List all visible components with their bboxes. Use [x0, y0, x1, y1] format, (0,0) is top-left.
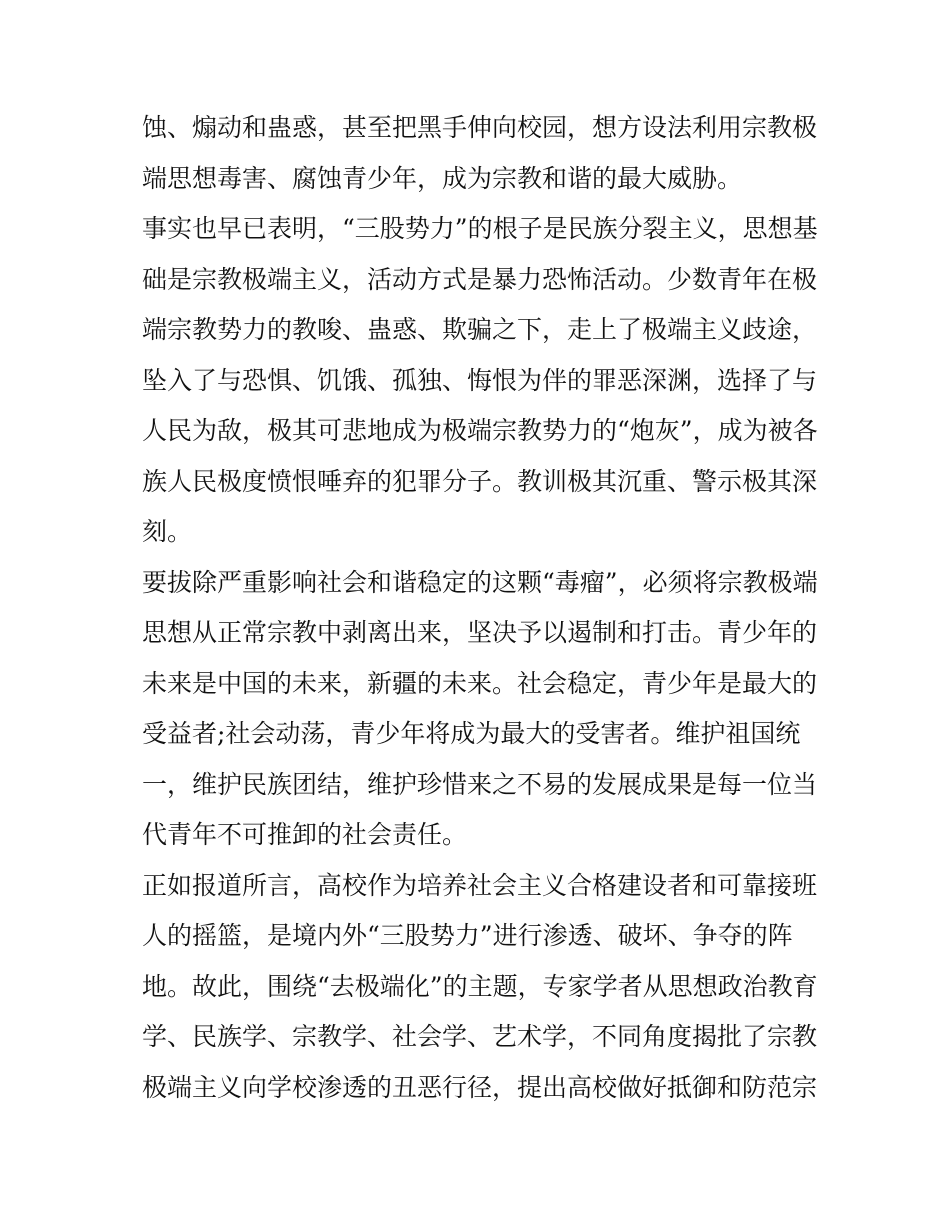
text-line: 人民为敌，极其可悲地成为极端宗教势力的“炮灰”，成为被各	[142, 416, 818, 445]
text-line: 刻。	[142, 517, 193, 546]
text-line: 地。故此，围绕“去极端化”的主题，专家学者从思想政治教育	[142, 971, 818, 1001]
text-line: 代青年不可推卸的社会责任。	[142, 820, 468, 849]
text-line: 端思想毒害、腐蚀青少年，成为宗教和谐的最大威胁。	[142, 163, 743, 193]
text-line: 事实也早已表明，“三股势力”的根子是民族分裂主义，思想基	[142, 214, 818, 243]
text-line: 学、民族学、宗教学、社会学、艺术学，不同角度揭批了宗教	[142, 1022, 818, 1051]
text-line: 思想从正常宗教中剥离出来，坚决予以遏制和打击。青少年的	[142, 618, 818, 647]
text-line: 未来是中国的未来，新疆的未来。社会稳定，青少年是最大的	[142, 668, 818, 698]
text-line: 要拔除严重影响社会和谐稳定的这颗“毒瘤”，必须将宗教极端	[142, 567, 818, 597]
text-line: 蚀、煽动和蛊惑，甚至把黑手伸向校园，想方设法利用宗教极	[142, 113, 818, 142]
text-line: 础是宗教极端主义，活动方式是暴力恐怖活动。少数青年在极	[142, 264, 818, 294]
text-line: 极端主义向学校渗透的丑恶行径，提出高校做好抵御和防范宗	[142, 1072, 818, 1102]
document-body-text	[142, 103, 822, 1113]
text-line: 受益者;社会动荡，青少年将成为最大的受害者。维护祖国统	[142, 719, 801, 748]
text-line: 端宗教势力的教唆、蛊惑、欺骗之下，走上了极端主义歧途，	[142, 315, 818, 344]
text-line: 正如报道所言，高校作为培养社会主义合格建设者和可靠接班	[142, 870, 818, 900]
text-line: 人的摇篮，是境内外“三股势力”进行渗透、破坏、争夺的阵	[142, 921, 793, 950]
text-line: 族人民极度愤恨唾弃的犯罪分子。教训极其沉重、警示极其深	[142, 466, 818, 496]
text-line: 一，维护民族团结，维护珍惜来之不易的发展成果是每一位当	[142, 769, 818, 799]
text-line: 坠入了与恐惧、饥饿、孤独、悔恨为伴的罪恶深渊，选择了与	[142, 365, 818, 395]
